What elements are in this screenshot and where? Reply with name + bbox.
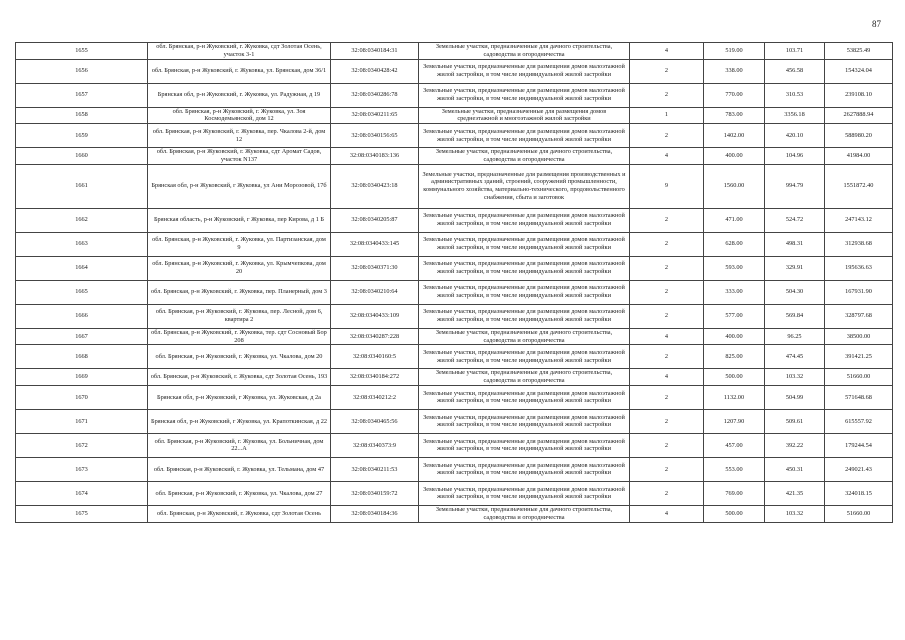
cadastral-number-cell: 32:08:0340371:30 — [331, 256, 419, 280]
cadastral-value-cell: 167931.90 — [825, 280, 893, 304]
specific-value-cell: 498.31 — [765, 232, 825, 256]
cadastral-number-cell: 32:08:0340210:64 — [331, 280, 419, 304]
address-cell: обл. Брянская, р-н Жуковский, г. Жуковка, ул. Зоя Космодемьянской, дом 12 — [148, 107, 331, 124]
table-row — [16, 107, 893, 124]
specific-value-cell: 524.72 — [765, 208, 825, 232]
page-number: 87 — [872, 19, 881, 29]
specific-value-cell: 450.31 — [765, 457, 825, 481]
cadastral-number-cell: 32:08:0340184:31 — [331, 43, 419, 60]
table-row — [16, 481, 893, 505]
area-cell: 338.00 — [704, 59, 765, 83]
address-cell: обл. Брянская, р-н Жуковский, г. Жуковка, сдт Золотая Осень — [148, 505, 331, 522]
land-category-cell: Земельные участки, предназначенные для дачного строительства, садоводства и огородничества — [419, 369, 630, 386]
table-row — [16, 148, 893, 165]
land-category-cell: Земельные участки, предназначенные для размещения домов малоэтажной жилой застройки, в том числе индивидуальной жилой застройки — [419, 256, 630, 280]
address-cell: обл. Брянская, р-н Жуковский, г. Жуковка, ул. Больничная, дом 22...А — [148, 433, 331, 457]
group-number-cell: 4 — [630, 148, 704, 165]
area-cell: 825.00 — [704, 345, 765, 369]
specific-value-cell: 103.32 — [765, 505, 825, 522]
table-row — [16, 164, 893, 208]
land-category-cell: Земельные участки, предназначенные для размещения домов малоэтажной жилой застройки, в том числе индивидуальной жилой застройки — [419, 457, 630, 481]
cadastral-number-cell: 32:08:0340433:109 — [331, 304, 419, 328]
cadastral-value-cell: 41984.00 — [825, 148, 893, 165]
land-category-cell: Земельные участки, предназначенные для дачного строительства, садоводства и огородничества — [419, 328, 630, 345]
area-cell: 593.00 — [704, 256, 765, 280]
row-number: 1672 — [16, 433, 148, 457]
land-category-cell: Земельные участки, предназначенные для размещения производственных и административных зданий, строений, сооружений промышленности, коммунального хозяйства, материально-технического, продовольственного снабжения, сбыта и заготовок — [419, 164, 630, 208]
row-number: 1665 — [16, 280, 148, 304]
land-category-cell: Земельные участки, предназначенные для размещения домов малоэтажной жилой застройки, в том числе индивидуальной жилой застройки — [419, 208, 630, 232]
specific-value-cell: 392.22 — [765, 433, 825, 457]
cadastral-number-cell: 32:08:0340428:42 — [331, 59, 419, 83]
specific-value-cell: 456.58 — [765, 59, 825, 83]
address-cell: обл. Брянская, р-н Жуковский, г. Жуковка, сдт Золотая Осень, 193 — [148, 369, 331, 386]
area-cell: 457.00 — [704, 433, 765, 457]
table-row — [16, 369, 893, 386]
land-category-cell: Земельные участки, предназначенные для размещения домов малоэтажной жилой застройки, в том числе индивидуальной жилой застройки — [419, 385, 630, 409]
group-number-cell: 2 — [630, 433, 704, 457]
group-number-cell: 9 — [630, 164, 704, 208]
table-row — [16, 433, 893, 457]
cadastral-value-cell: 249021.43 — [825, 457, 893, 481]
specific-value-cell: 421.35 — [765, 481, 825, 505]
address-cell: обл. Брянская, р-н Жуковский, г. Жуковка, тер. сдт Сосновый Бор 208 — [148, 328, 331, 345]
row-number: 1667 — [16, 328, 148, 345]
area-cell: 577.00 — [704, 304, 765, 328]
row-number: 1663 — [16, 232, 148, 256]
specific-value-cell: 504.99 — [765, 385, 825, 409]
area-cell: 553.00 — [704, 457, 765, 481]
area-cell: 769.00 — [704, 481, 765, 505]
cadastral-number-cell: 32:08:0340211:65 — [331, 107, 419, 124]
table-row — [16, 345, 893, 369]
land-category-cell: Земельные участки, предназначенные для размещения домов среднеэтажной и многоэтажной жилой застройки — [419, 107, 630, 124]
land-category-cell: Земельные участки, предназначенные для дачного строительства, садоводства и огородничества — [419, 43, 630, 60]
row-number: 1666 — [16, 304, 148, 328]
cadastral-value-cell: 328797.68 — [825, 304, 893, 328]
row-number: 1675 — [16, 505, 148, 522]
land-category-cell: Земельные участки, предназначенные для размещения домов малоэтажной жилой застройки, в том числе индивидуальной жилой застройки — [419, 345, 630, 369]
group-number-cell: 2 — [630, 83, 704, 107]
address-cell: обл. Брянская, р-н Жуковский, г. Жуковка, пер. Лесной, дом 6, квартира 2 — [148, 304, 331, 328]
cadastral-number-cell: 32:08:0340205:87 — [331, 208, 419, 232]
specific-value-cell: 104.96 — [765, 148, 825, 165]
group-number-cell: 2 — [630, 232, 704, 256]
area-cell: 770.00 — [704, 83, 765, 107]
table-row — [16, 208, 893, 232]
row-number: 1660 — [16, 148, 148, 165]
specific-value-cell: 994.79 — [765, 164, 825, 208]
address-cell: обл. Брянская, р-н Жуковский, г. Жуковка, ул. Чкалова, дом 27 — [148, 481, 331, 505]
cadastral-number-cell: 32:08:0340184:36 — [331, 505, 419, 522]
cadastral-value-cell: 2627888.94 — [825, 107, 893, 124]
row-number: 1661 — [16, 164, 148, 208]
group-number-cell: 2 — [630, 59, 704, 83]
land-category-cell: Земельные участки, предназначенные для дачного строительства, садоводства и огородничества — [419, 505, 630, 522]
cadastral-number-cell: 32:08:0340184:272 — [331, 369, 419, 386]
cadastral-value-cell: 195636.63 — [825, 256, 893, 280]
cadastral-number-cell: 32:08:0340156:65 — [331, 124, 419, 148]
table-row — [16, 505, 893, 522]
address-cell: Брянская область, р-н Жуковский, г Жуковка, пер Кирова, д 1 Б — [148, 208, 331, 232]
row-number: 1657 — [16, 83, 148, 107]
specific-value-cell: 329.91 — [765, 256, 825, 280]
group-number-cell: 2 — [630, 280, 704, 304]
land-category-cell: Земельные участки, предназначенные для размещения домов малоэтажной жилой застройки, в том числе индивидуальной жилой застройки — [419, 304, 630, 328]
cadastral-number-cell: 32:08:0340433:145 — [331, 232, 419, 256]
specific-value-cell: 474.45 — [765, 345, 825, 369]
cadastral-number-cell: 32:08:0340160:5 — [331, 345, 419, 369]
address-cell: обл. Брянская, р-н Жуковский, г. Жуковка, пер. Чкалова 2-й, дом 12 — [148, 124, 331, 148]
cadastral-number-cell: 32:08:0340423:18 — [331, 164, 419, 208]
address-cell: обл. Брянская, р-н Жуковский, г. Жуковка, ул. Чкалова, дом 20 — [148, 345, 331, 369]
address-cell: обл. Брянская, р-н Жуковский, г. Жуковка, ул. Партизанская, дом 9 — [148, 232, 331, 256]
row-number: 1664 — [16, 256, 148, 280]
cadastral-value-cell: 588980.20 — [825, 124, 893, 148]
area-cell: 400.00 — [704, 328, 765, 345]
cadastral-value-cell: 391421.25 — [825, 345, 893, 369]
cadastral-number-cell: 32:08:0340212:2 — [331, 385, 419, 409]
table-row — [16, 256, 893, 280]
area-cell: 471.00 — [704, 208, 765, 232]
area-cell: 1402.00 — [704, 124, 765, 148]
cadastral-number-cell: 32:08:0340286:78 — [331, 83, 419, 107]
area-cell: 500.00 — [704, 505, 765, 522]
group-number-cell: 2 — [630, 457, 704, 481]
land-category-cell: Земельные участки, предназначенные для размещения домов малоэтажной жилой застройки, в том числе индивидуальной жилой застройки — [419, 59, 630, 83]
row-number: 1662 — [16, 208, 148, 232]
area-cell: 1560.00 — [704, 164, 765, 208]
table-row — [16, 385, 893, 409]
address-cell: обл. Брянская, р-н Жуковский, г. Жуковка, ул. Крымчепкова, дом 20 — [148, 256, 331, 280]
table-row — [16, 59, 893, 83]
group-number-cell: 2 — [630, 256, 704, 280]
cadastral-value-cell: 324018.15 — [825, 481, 893, 505]
cadastral-value-cell: 1551872.40 — [825, 164, 893, 208]
row-number: 1659 — [16, 124, 148, 148]
cadastral-value-cell: 615557.92 — [825, 409, 893, 433]
row-number: 1669 — [16, 369, 148, 386]
group-number-cell: 2 — [630, 481, 704, 505]
land-category-cell: Земельные участки, предназначенные для размещения домов малоэтажной жилой застройки, в том числе индивидуальной жилой застройки — [419, 83, 630, 107]
row-number: 1655 — [16, 43, 148, 60]
table-row — [16, 124, 893, 148]
table-row — [16, 83, 893, 107]
row-number: 1670 — [16, 385, 148, 409]
group-number-cell: 2 — [630, 124, 704, 148]
group-number-cell: 2 — [630, 208, 704, 232]
group-number-cell: 2 — [630, 409, 704, 433]
cadastral-value-cell: 179244.54 — [825, 433, 893, 457]
specific-value-cell: 103.32 — [765, 369, 825, 386]
area-cell: 500.00 — [704, 369, 765, 386]
group-number-cell: 1 — [630, 107, 704, 124]
cadastral-value-cell: 154324.04 — [825, 59, 893, 83]
row-number: 1668 — [16, 345, 148, 369]
cadastral-value-cell: 571648.68 — [825, 385, 893, 409]
land-category-cell: Земельные участки, предназначенные для размещения домов малоэтажной жилой застройки, в том числе индивидуальной жилой застройки — [419, 433, 630, 457]
row-number: 1656 — [16, 59, 148, 83]
specific-value-cell: 103.71 — [765, 43, 825, 60]
address-cell: Брянская обл, р-н Жуковский, г Жуковка, ул. Жуковская, д 2а — [148, 385, 331, 409]
area-cell: 1207.90 — [704, 409, 765, 433]
land-category-cell: Земельные участки, предназначенные для размещения домов малоэтажной жилой застройки, в том числе индивидуальной жилой застройки — [419, 280, 630, 304]
table-row — [16, 43, 893, 60]
cadastral-value-cell: 51660.00 — [825, 369, 893, 386]
row-number: 1671 — [16, 409, 148, 433]
land-category-cell: Земельные участки, предназначенные для размещения домов малоэтажной жилой застройки, в том числе индивидуальной жилой застройки — [419, 124, 630, 148]
specific-value-cell: 96.25 — [765, 328, 825, 345]
address-cell: Брянская обл, р-н Жуковский, г. Жуковка, ул. Радужная, д 19 — [148, 83, 331, 107]
address-cell: обл. Брянская, р-н Жуковский, г. Жуковка, ул. Брянская, дом 36/1 — [148, 59, 331, 83]
specific-value-cell: 504.30 — [765, 280, 825, 304]
row-number: 1658 — [16, 107, 148, 124]
table-row — [16, 457, 893, 481]
group-number-cell: 4 — [630, 328, 704, 345]
area-cell: 783.00 — [704, 107, 765, 124]
group-number-cell: 4 — [630, 505, 704, 522]
land-category-cell: Земельные участки, предназначенные для дачного строительства, садоводства и огородничества — [419, 148, 630, 165]
address-cell: Брянская обл, р-н Жуковский, г Жуковка, ул Ани Морозовой, 17б — [148, 164, 331, 208]
table-row — [16, 409, 893, 433]
area-cell: 400.00 — [704, 148, 765, 165]
cadastral-value-cell: 312938.68 — [825, 232, 893, 256]
cadastral-value-cell: 38500.00 — [825, 328, 893, 345]
area-cell: 333.00 — [704, 280, 765, 304]
land-category-cell: Земельные участки, предназначенные для размещения домов малоэтажной жилой застройки, в том числе индивидуальной жилой застройки — [419, 409, 630, 433]
address-cell: обл. Брянская, р-н Жуковский, г. Жуковка, сдт Аромат Садов, участок N137 — [148, 148, 331, 165]
land-category-cell: Земельные участки, предназначенные для размещения домов малоэтажной жилой застройки, в том числе индивидуальной жилой застройки — [419, 232, 630, 256]
cadastral-number-cell: 32:08:0340183:136 — [331, 148, 419, 165]
area-cell: 628.00 — [704, 232, 765, 256]
table-row — [16, 232, 893, 256]
address-cell: обл. Брянская, р-н Жуковский, г. Жуковка, пер. Планерный, дом 3 — [148, 280, 331, 304]
specific-value-cell: 569.84 — [765, 304, 825, 328]
area-cell: 519.00 — [704, 43, 765, 60]
cadastral-value-cell: 51660.00 — [825, 505, 893, 522]
cadastral-number-cell: 32:08:0340159:72 — [331, 481, 419, 505]
group-number-cell: 2 — [630, 345, 704, 369]
table-row — [16, 280, 893, 304]
specific-value-cell: 420.10 — [765, 124, 825, 148]
specific-value-cell: 509.61 — [765, 409, 825, 433]
cadastral-number-cell: 32:08:0340373:9 — [331, 433, 419, 457]
table-row — [16, 328, 893, 345]
area-cell: 1132.00 — [704, 385, 765, 409]
cadastral-value-cell: 53825.49 — [825, 43, 893, 60]
group-number-cell: 4 — [630, 43, 704, 60]
address-cell: Брянская обл, р-н Жуковский, г Жуковка, ул. Крапоткинская, д 22 — [148, 409, 331, 433]
row-number: 1673 — [16, 457, 148, 481]
specific-value-cell: 310.53 — [765, 83, 825, 107]
cadastral-number-cell: 32:08:0340211:53 — [331, 457, 419, 481]
row-number: 1674 — [16, 481, 148, 505]
cadastral-number-cell: 32:08:0340465:56 — [331, 409, 419, 433]
cadastral-number-cell: 32:08:0340287:228 — [331, 328, 419, 345]
cadastral-value-table — [15, 42, 893, 523]
cadastral-value-cell: 239108.10 — [825, 83, 893, 107]
table-row — [16, 304, 893, 328]
group-number-cell: 2 — [630, 385, 704, 409]
table-body — [16, 43, 893, 523]
land-category-cell: Земельные участки, предназначенные для размещения домов малоэтажной жилой застройки, в том числе индивидуальной жилой застройки — [419, 481, 630, 505]
group-number-cell: 2 — [630, 304, 704, 328]
group-number-cell: 4 — [630, 369, 704, 386]
address-cell: обл. Брянская, р-н Жуковский, г. Жуковка, ул. Тельмана, дом 47 — [148, 457, 331, 481]
specific-value-cell: 3356.18 — [765, 107, 825, 124]
cadastral-value-cell: 247143.12 — [825, 208, 893, 232]
address-cell: обл. Брянская, р-н Жуковский, г. Жуковка, сдт Золотая Осень, участок 3-1 — [148, 43, 331, 60]
